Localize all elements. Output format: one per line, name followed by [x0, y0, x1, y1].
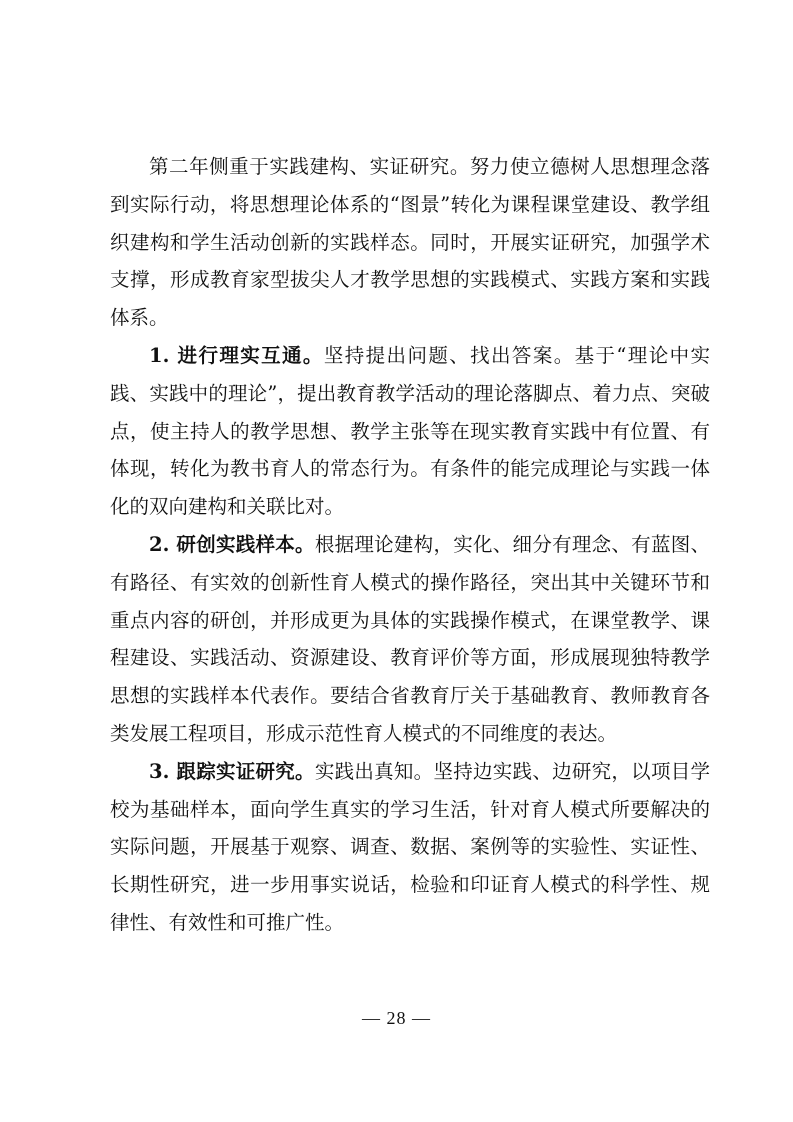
paragraph-text: 第二年侧重于实践建构、实证研究。努力使立德树人思想理念落到实际行动，将思想理论体系的“图景”转化为课程课堂建设、教学组织建构和学生活动创新的实践样态。同时，开展实证研究，加强学术支撑，形成教育家型拔尖人才教学思想的实践模式、实践方案和实践体系。 — [110, 155, 710, 330]
page-number: — 28 — — [362, 1008, 431, 1028]
paragraph-theory-practice — [110, 337, 710, 526]
paragraph-text: 根据理论建构，实化、细分有理念、有蓝图、有路径、有实效的创新性育人模式的操作路径，突出其中关键环节和重点内容的研创，并形成更为具体的实践操作模式，在课堂教学、课程建设、实践活动、资源建设、教育评价等方面，形成展现独特教学思想的实践样本代表作。要结合省教育厅关于基础教育、教师教育各类发展工程项目，形成示范性育人模式的不同维度的表达。 — [110, 532, 710, 745]
paragraph-text: 坚持提出问题、找出答案。基于“理论中实践、实践中的理论”，提出教育教学活动的理论落脚点、着力点、突破点，使主持人的教学思想、教学主张等在现实教育实践中有位置、有体现，转化为教书育人的常态行为。有条件的能完成理论与实践一体化的双向建构和关联比对。 — [110, 343, 710, 519]
document-body — [110, 148, 710, 942]
paragraph-empirical-research — [110, 753, 710, 942]
paragraph-practice-construction — [110, 148, 710, 337]
paragraph-lead: 2. 研创实践样本。 — [149, 532, 315, 556]
paragraph-practice-samples — [110, 526, 710, 753]
paragraph-lead: 1. 进行理实互通。 — [149, 343, 324, 367]
paragraph-lead: 3. 跟踪实证研究。 — [149, 759, 315, 783]
paragraph-text: 实践出真知。坚持边实践、边研究，以项目学校为基础样本，面向学生真实的学习生活，针对育人模式所要解决的实际问题，开展基于观察、调查、数据、案例等的实验性、实证性、长期性研究，进一步用事实说话，检验和印证育人模式的科学性、规律性、有效性和可推广性。 — [110, 759, 710, 934]
